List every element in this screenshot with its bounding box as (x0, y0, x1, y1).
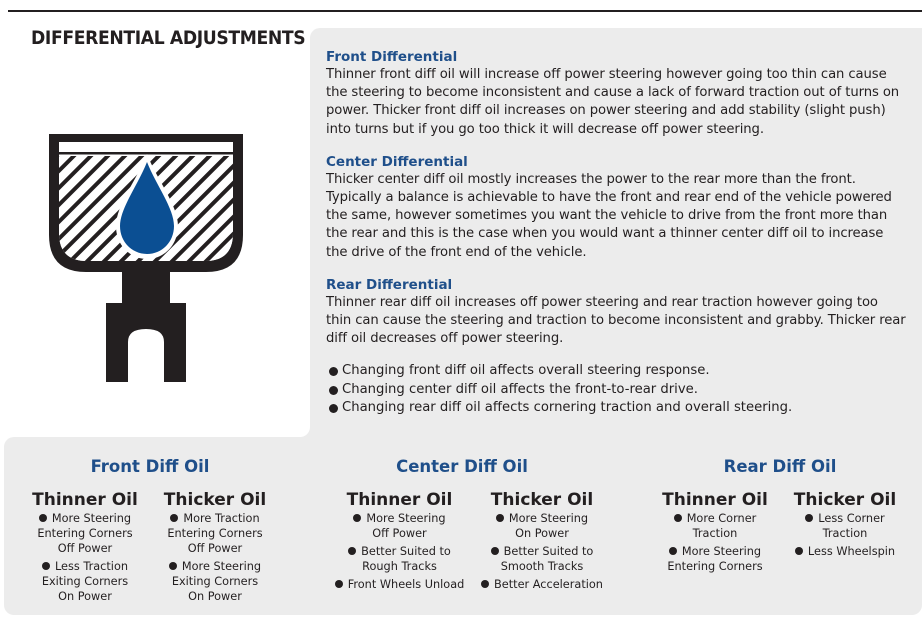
bullet-item: Changing rear diff oil affects cornering traction and overall steering. (326, 399, 906, 417)
column-heading: Thinner Oil (346, 490, 453, 510)
column-heading: Thicker Oil (490, 490, 594, 510)
bullet-dot-icon (348, 547, 356, 555)
list-item: Better Suited to Smooth Tracks (472, 544, 612, 574)
section-front-differential (326, 48, 906, 139)
bullet-dot-icon (674, 514, 682, 522)
list-item: More Steering Entering Corners Off Power (37, 512, 133, 555)
bullet-dot-icon (169, 562, 177, 570)
section-heading: Rear Differential (326, 276, 453, 293)
oil-container-drop-icon (45, 131, 250, 385)
bullet-dot-icon (170, 514, 178, 522)
column-thinner-oil (20, 490, 150, 607)
group-title: Rear Diff Oil (723, 457, 837, 476)
section-rear-differential (326, 276, 906, 349)
group-title: Center Diff Oil (396, 457, 528, 476)
container-base (106, 303, 186, 382)
bullet-item: Changing center diff oil affects the front-to-rear drive. (326, 381, 906, 399)
bullet-dot-icon (795, 547, 803, 555)
bullet-dot-icon (491, 547, 499, 555)
bullet-dot-icon (42, 562, 50, 570)
column-thicker-oil (472, 490, 612, 595)
section-center-differential (326, 153, 906, 262)
top-divider (8, 10, 922, 12)
column-thinner-oil (327, 490, 472, 595)
description-text (326, 48, 906, 417)
bullet-dot-icon (669, 547, 677, 555)
list-item: Less Wheelspin (780, 544, 910, 559)
section-body: Thinner front diff oil will increase off power steering however going too thin can cause the steering to become inconsistent and cause a lack of forward traction out of turns on power. Thicker front diff oil increases on power steering and add stability (slight push) into turns but if you go too thick it will decrease off power steering. (326, 67, 900, 137)
column-thicker-oil (150, 490, 280, 607)
list-item: Front Wheels Unload (327, 577, 472, 592)
list-item: Better Acceleration (472, 577, 612, 592)
list-item: More Steering Exiting Corners On Power (150, 559, 280, 604)
list-item: More Steering Off Power (327, 511, 472, 541)
list-item: Better Suited to Rough Tracks (327, 544, 472, 574)
bullet-dot-icon (335, 580, 343, 588)
bullet-item: Changing front diff oil affects overall steering response. (326, 362, 906, 380)
bullet-dot-icon (481, 580, 489, 588)
list-item: More Traction Entering Corners Off Power (167, 512, 263, 555)
list-item: Less Corner Traction (780, 511, 910, 541)
bullet-dot-icon (496, 514, 504, 522)
list-item: More Steering Entering Corners (667, 545, 763, 573)
section-heading: Center Differential (326, 153, 468, 170)
section-body: Thinner rear diff oil increases off power steering and rear traction however going too thin can cause the steering and traction to become inconsistent and grabby. Thicker rear diff oil decreases off power steering. (326, 294, 906, 347)
summary-bullets (326, 362, 906, 417)
bullet-dot-icon (39, 514, 47, 522)
column-heading: Thicker Oil (793, 490, 897, 510)
section-heading: Front Differential (326, 49, 458, 65)
bullet-dot-icon (353, 514, 361, 522)
column-heading: Thinner Oil (32, 490, 138, 510)
group-title: Front Diff Oil (90, 457, 210, 476)
list-item: More Corner Traction (650, 511, 780, 541)
column-thicker-oil (780, 490, 910, 562)
list-item: More Steering On Power (472, 511, 612, 541)
column-heading: Thinner Oil (662, 490, 768, 510)
list-item: Less Traction Exiting Corners On Power (41, 560, 129, 603)
column-heading: Thicker Oil (163, 490, 267, 510)
section-body: Thicker center diff oil mostly increases the power to the rear more than the front. Typically a balance is achievable to have the front and rear end of the vehicle powered the same, however sometimes you want the vehicle to drive from the front more than the rear and this is the case when you would want a thinner center diff oil to increase the drive of the front end of the vehicle. (326, 171, 892, 260)
page-title: DIFFERENTIAL ADJUSTMENTS (31, 28, 306, 49)
column-thinner-oil (650, 490, 780, 577)
bullet-dot-icon (805, 514, 813, 522)
